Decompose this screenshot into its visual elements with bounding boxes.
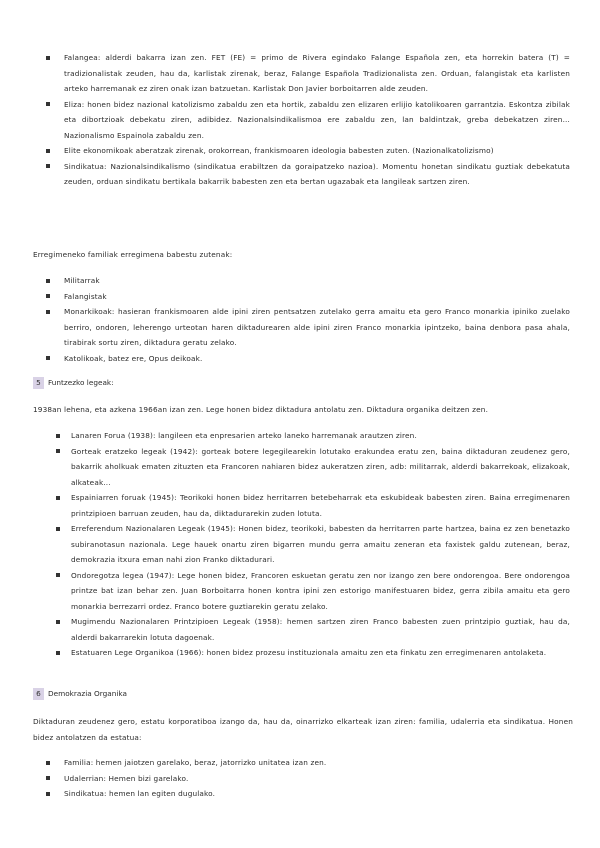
regime-families-section	[0, 273, 600, 366]
section-title: Funtzezko legeak:	[48, 378, 114, 387]
section-6-heading	[33, 688, 127, 700]
list-item: Mugimendu Nazionalaren Printzipioen Legeak (1958): hemen sartzen ziren Franco babesten zuen printzipio guztiak, hau da, alderdi bakarrarekin lotuta dagoenak.	[0, 614, 600, 645]
list-item: Ondoregotza legea (1947): Lege honen bidez, Francoren eskuetan geratu zen nor izango zen bere ondorengoa. Bere ondorengoa printze bat izan behar zen. Juan Borboitarra honen kontra ipini zen estorigo manifestuaren bidez, gerra zibila amaitu eta gero monarkia berrezarri ordez. Franco botere guztiarekin geratu zelako.	[0, 568, 600, 615]
list-item: Eliza: honen bidez nazional katolizismo zabaldu zen eta hortik, zabaldu zen elizaren erlijio katolikoaren garrantzia. Eskontza zibilak eta dibortzioak debekatu ziren, adibidez. Nazionalsindikalismoa ere zabaldu zen, lan baldintzak, greba debekatzen ziren... Nazionalismo Espainola zabaldu zen.	[0, 97, 600, 144]
families-intro: Erregimeneko familiak erregimena babestu zutenak:	[33, 250, 233, 259]
list-item: Familia: hemen jaiotzen garelako, beraz, jatorrizko unitatea izan zen.	[0, 755, 600, 771]
list-item: Gorteak eratzeko legeak (1942): gorteak botere legegilearekin lotutako erakundea eratu zen, baina diktaduran zeudenez gero, bakarrik aholkuak ematen zituzten eta Francoren nahiaren bidez aukeratzen ziren, adb: militarrak, alderdi bakarrekoak, elizakoak, alkateak...	[0, 444, 600, 491]
list-item: Katolikoak, batez ere, Opus deikoak.	[0, 351, 600, 367]
list-item: Udalerrian: Hemen bizi garelako.	[0, 771, 600, 787]
list-item: Falangea: alderdi bakarra izan zen. FET (FE) = primo de Rivera egindako Falange Española zen, eta horrekin batera (T) = tradizionalistak zeuden, hau da, karlistak zirenak, beraz, Falange Española Tradizionalista zen. Orduan, falangistak eta karlisten arteko harremanak ez ziren onak izan batzuetan. Karlistak Don Javier borboitarren alde zeuden.	[0, 50, 600, 97]
list-item: Militarrak	[0, 273, 600, 289]
fundamental-laws-list	[0, 428, 600, 661]
list-item: Elite ekonomikoak aberatzak zirenak, orokorrean, frankismoaren ideologia babesten zuten. (Nazionalkatolizismo)	[0, 143, 600, 159]
section-5-intro: 1938an lehena, eta azkena 1966an izan zen. Lege honen bidez diktadura antolatu zen. Diktadura organika deitzen zen.	[33, 405, 489, 414]
list-item: Sindikatua: Nazionalsindikalismo (sindikatua erabiltzen da goraipatzeko nazioa). Momentu honetan sindikatu guztiak debekatuta zeuden, orduan sindikatu bertikala bakarrik babesten zen eta bertan ugazabak eta langileak sartzen ziren.	[0, 159, 600, 190]
section-number-badge: 6	[33, 688, 44, 700]
organic-democracy-section	[0, 755, 600, 802]
section-number-badge: 5	[33, 377, 44, 389]
list-item: Falangistak	[0, 289, 600, 305]
list-item: Monarkikoak: hasieran frankismoaren alde ipini ziren pentsatzen zutelako gerra amaitu eta gero Franco monarkia ipiniko zuelako berriro, ondoren, leherengo urteotan haren diktadurearen alde ipini ziren Franco monarkia ipintzeko, baina denbora pasa ahala, tirabirak sortu ziren, diktadura geratu zelako.	[0, 304, 600, 351]
section-5-heading	[33, 377, 114, 389]
regime-families-list	[0, 273, 600, 366]
regime-pillars-section	[0, 50, 600, 190]
section-6-intro: Diktaduran zeudenez gero, estatu korporatiboa izango da, hau da, oinarrizko elkarteak izan ziren: familia, udalerria eta sindikatua. Honen bidez antolatzen da estatua:	[33, 717, 573, 742]
list-item: Estatuaren Lege Organikoa (1966): honen bidez prozesu instituzionala amaitu zen eta finkatu zen erregimenaren antolaketa.	[0, 645, 600, 661]
list-item: Lanaren Forua (1938): langileen eta enpresarien arteko laneko harremanak arautzen ziren.	[0, 428, 600, 444]
regime-pillars-list	[0, 50, 600, 190]
organic-units-list	[0, 755, 600, 802]
section-title: Demokrazia Organika	[48, 689, 127, 698]
list-item: Sindikatua: hemen lan egiten dugulako.	[0, 786, 600, 802]
list-item: Erreferendum Nazionalaren Legeak (1945): Honen bidez, teorikoki, babesten da herritarren parte hartzea, baina ez zen benetazko subiranotasun nazionala. Lege hauek onartu ziren bigarren mundu gerra amaitu zeneran eta faxistek galdu zutenean, beraz, demokrazia itxura eman nahi zion Franko diktadurari.	[0, 521, 600, 568]
list-item: Espainiarren foruak (1945): Teorikoki honen bidez herritarren betebeharrak eta eskubideak babesten ziren. Baina erregimenaren printzipioen barruan zeuden, hau da, diktadurarekin zuden lotuta.	[0, 490, 600, 521]
fundamental-laws-section	[0, 428, 600, 661]
